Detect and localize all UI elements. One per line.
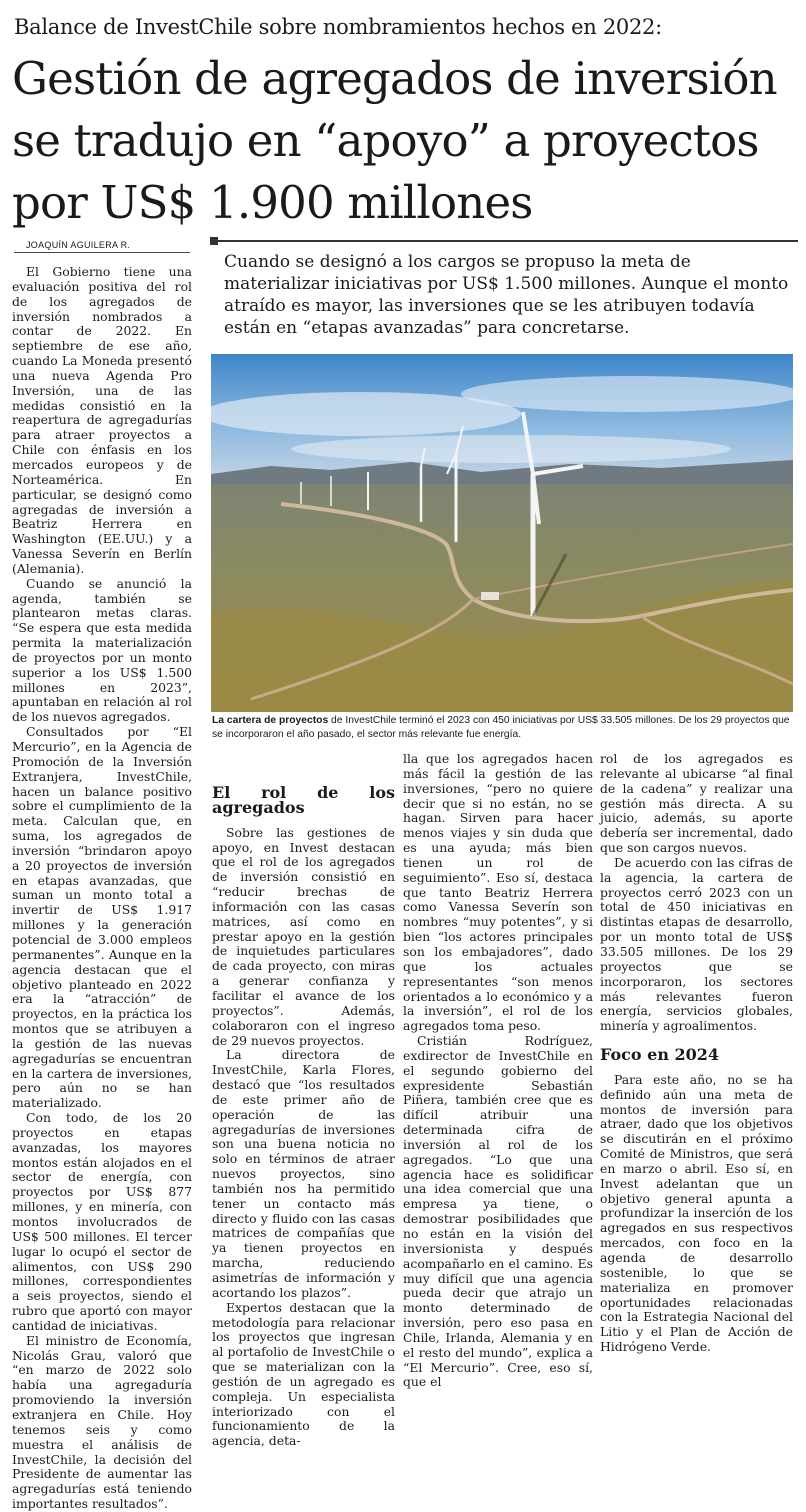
paragraph: Sobre las gestiones de apoyo, en Invest destacan que el rol de los agregados de inversión consistió en “reducir brechas de información con las casas matrices, así como en prestar apoyo en la gestión de inquietudes particulares de cada proyecto, con miras a generar confianza y facilitar el avance de los proyectos”. Además, colaboraron con el ingreso de 29 nuevos proyectos. xyxy=(212,824,395,1048)
subhead: Foco en 2024 xyxy=(600,1045,720,1065)
paragraph: Con todo, de los 20 proyectos en etapas avanzadas, los mayores montos están alojados en el sector de energía, con proyectos por US$ 877 millones, y en minería, con montos involucrados de US$ 500 millones. El tercer lugar lo ocupó el sector de alimentos, con US$ 290 millones, correspondientes a seis proyectos, siendo el rubro que aportó con mayor cantidad de iniciativas. xyxy=(12,1110,192,1333)
paragraph: Cristián Rodríguez, exdirector de InvestChile en el segundo gobierno del expresidente Sebastián Piñera, también cree que es difícil atribuir una determinada cifra de inversión al rol de los agregados. “Lo que una agencia hace es solidificar una idea comercial que una empresa ya tiene, o demostrar posibilidades que no están en la visión del inversionista y después acompañarlo en el camino. Es muy difícil que una agencia pueda decir que atrajo un monto determinado de inversión, pero eso pasa en Chile, Irlanda, Alemania y en el resto del mundo”, explica a “El Mercurio”. Cree, eso sí, que el xyxy=(403,1033,593,1390)
column-1 xyxy=(12,265,192,1512)
paragraph: De acuerdo con las cifras de la agencia, la cartera de proyectos cerró 2023 con un total de 450 iniciativas en distintas etapas de desarrollo, por un monto total de US$ 33.505 millones. De los 29 proyectos que se incorporaron, los sectores más relevantes fueron energía, servicios globales, minería y agroalimentos. xyxy=(600,854,793,1034)
byline: JOAQUÍN AGUILERA R. xyxy=(26,240,131,250)
headline: Gestión de agregados de inversión se tradujo en “apoyo” a proyectos por US$ 1.900 millones xyxy=(12,52,777,229)
paragraph: El ministro de Economía, Nicolás Grau, valoró que “en marzo de 2022 solo había una agregaduría promoviendo la inversión extranjera en Chile. Hoy tenemos seis y como muestra el análisis de InvestChile, la decisión del Presidente de aumentar las agregadurías está teniendo importantes resultados”. xyxy=(12,1332,192,1512)
column-4 xyxy=(600,752,793,1355)
paragraph: Para este año, no se ha definido aún una meta de montos de inversión para atraer, dado que los objetivos se discutirán en el próximo Comité de Ministros, que será en marzo o abril. Eso sí, en Invest adelantan que un objetivo general apunta a profundizar la inserción de los agregados en sus respectivos mercados, con foco en la agenda de desarrollo sostenible, lo que se materializa en promover oportunidades relacionadas con la Estrategia Nacional del Litio y el Plan de Acción de Hidrógeno Verde. xyxy=(600,1071,793,1355)
byline-rule xyxy=(14,252,190,253)
paragraph: Consultados por “El Mercurio”, en la Agencia de Promoción de la Inversión Extranjera, InvestChile, hacen un balance positivo sobre el cumplimiento de la meta. Calculan que, en suma, los agregados de inversión “brindaron apoyo a 20 proyectos de inversión en etapas avanzadas, que suman un monto total a invertir de US$ 1.917 millones y la generación potencial de 3.000 empleos permanentes”. Aunque en la agencia destacan que el objetivo planteado en 2022 era la “atracción” de proyectos, en la práctica los montos que se atribuyen a la gestión de las nuevas agregadurías se encuentran en la cartera de inversiones, pero aún no se han materializado. xyxy=(12,724,192,1111)
photo-caption xyxy=(212,714,794,742)
caption-lead: La cartera de proyectos xyxy=(212,715,329,726)
deck-rule xyxy=(210,240,798,242)
subhead: El rol de los agregados xyxy=(212,783,395,817)
deck: Cuando se designó a los cargos se propuso la meta de materializar iniciativas por US$ 1.500 millones. Aunque el monto atraído es mayor, las inversiones que se les atribuyen todavía están en “etapas avanzadas” para concretarse. xyxy=(224,252,789,338)
wind-farm-photo xyxy=(211,354,793,712)
paragraph: Cuando se anunció la agenda, también se plantearon metas claras. “Se espera que esta medida permita la materialización de proyectos por un monto superior a los US$ 1.500 millones en 2023”, apuntaban en relación al rol de los nuevos agregados. xyxy=(12,575,192,725)
paragraph: El Gobierno tiene una evaluación positiva del rol de los agregados de inversión nombrados a contar de 2022. En septiembre de ese año, cuando La Moneda presentó una nueva Agenda Pro Inversión, una de las medidas consistió en la reapertura de agregadurías para atraer proyectos a Chile con énfasis en los mercados europeos y de Norteamérica. En particular, se designó como agregadas de inversión a Beatriz Herrera en Washington (EE.UU.) y a Vanessa Severín en Berlín (Alemania). xyxy=(12,264,192,576)
paragraph: rol de los agregados es relevante al ubicarse “al final de la cadena” y realizar una gestión más directa. A su juicio, además, su aporte debería ser incremental, dado que son cargos nuevos. xyxy=(600,751,793,856)
caption-text: de InvestChile terminó el 2023 con 450 iniciativas por US$ 33.505 millones. De los 29 proyectos que se incorporaron el año pasado, el sector más relevante fue energía. xyxy=(212,715,790,740)
column-3 xyxy=(403,752,593,1390)
paragraph: lla que los agregados hacen más fácil la gestión de las inversiones, “pero no quiere decir que si no están, no se hagan. Sirven para hacer menos viajes y sin duda que es una ayuda; más bien tienen un rol de seguimiento”. Eso sí, destaca que tanto Beatriz Herrera como Vanessa Severín son nombres “muy potentes”, y si bien “los actores principales son los embajadores”, dado que los actuales representantes “son menos orientados a lo económico y a la inversión”, el rol de los agregados toma peso. xyxy=(403,751,593,1034)
column-2 xyxy=(212,782,395,1449)
kicker: Balance de InvestChile sobre nombramientos hechos en 2022: xyxy=(14,15,662,39)
paragraph: La directora de InvestChile, Karla Flores, destacó que “los resultados de este primer año de operación de las agregadurías de inversiones son una buena noticia no solo en términos de atraer nuevos proyectos, sino también nos ha permitido tener un contacto más directo y fluido con las casas matrices de compañías que ya tienen proyectos en marcha, reduciendo asimetrías de información y acortando los plazos”. xyxy=(212,1047,395,1300)
paragraph: Expertos destacan que la metodología para relacionar los proyectos que ingresan al portafolio de InvestChile o que se materializan con la gestión de un agregado es compleja. Un especialista interiorizado con el funcionamiento de la agencia, deta- xyxy=(212,1299,395,1449)
